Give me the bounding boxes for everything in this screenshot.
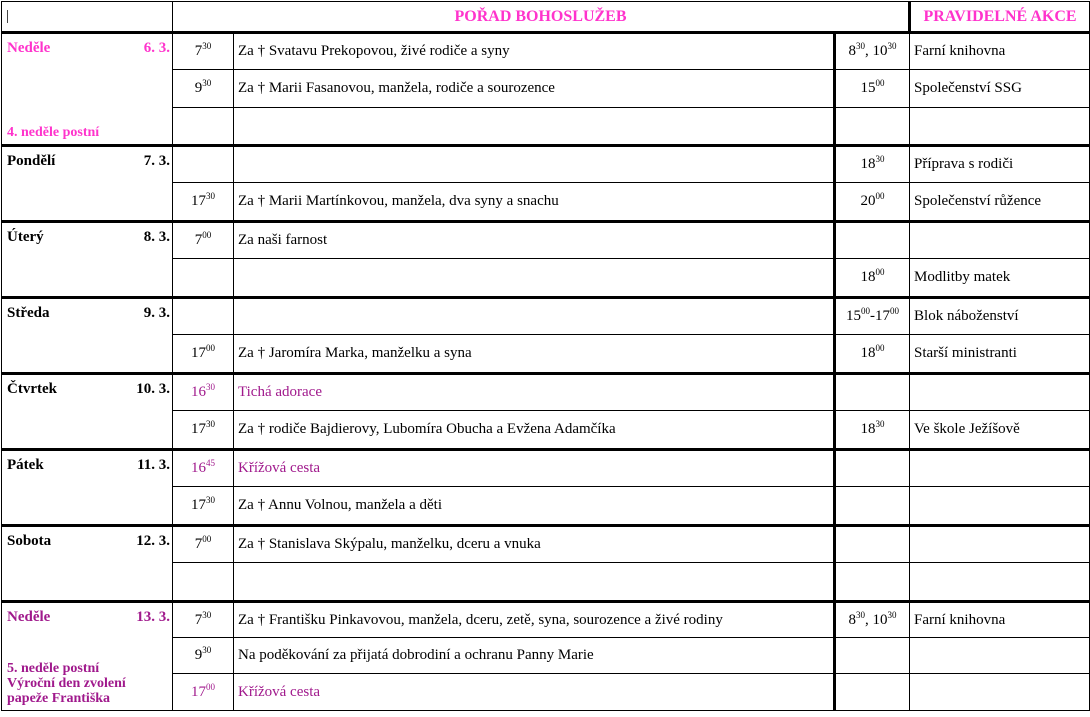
service-time: $17^{30}$ <box>173 487 234 526</box>
event-time: $8^{30}$, $10^{30}$ <box>835 33 910 70</box>
schedule-row <box>2 222 1090 259</box>
event-name: Starší ministranti <box>910 335 1090 374</box>
day-cell <box>2 374 173 450</box>
day-date: 8. 3. <box>143 229 170 245</box>
schedule-row <box>2 374 1090 411</box>
service-intention: Na poděkování za přijatá dobrodiní a ochranu Panny Marie <box>234 638 835 674</box>
day-date: 9. 3. <box>143 305 170 321</box>
event-time <box>835 674 910 711</box>
schedule-row <box>2 450 1090 487</box>
day-name: Neděle <box>7 40 51 56</box>
event-name: Příprava s rodiči <box>910 146 1090 183</box>
service-time <box>173 146 234 183</box>
corner-cell[interactable] <box>2 2 173 33</box>
service-time: $17^{00}$ <box>173 335 234 374</box>
day-date: 6. 3. <box>143 40 170 56</box>
day-date: 10. 3. <box>136 381 170 397</box>
event-name: Ve škole Ježíšově <box>910 411 1090 450</box>
event-name: Blok náboženství <box>910 298 1090 335</box>
event-time <box>835 107 910 145</box>
event-time: $15^{00}$ <box>835 70 910 107</box>
event-name <box>910 222 1090 259</box>
event-time: $18^{00}$ <box>835 259 910 298</box>
event-time: $18^{30}$ <box>835 146 910 183</box>
event-name: Farní knihovna <box>910 602 1090 638</box>
services-header: POŘAD BOHOSLUŽEB <box>173 2 910 33</box>
event-time: $15^{00}-17^{00}$ <box>835 298 910 335</box>
service-time <box>173 298 234 335</box>
service-time: $7^{00}$ <box>173 526 234 563</box>
day-name: Neděle <box>7 609 51 625</box>
event-name <box>910 487 1090 526</box>
day-date: 11. 3. <box>137 457 170 473</box>
day-name: Středa <box>7 305 50 321</box>
event-name <box>910 107 1090 145</box>
service-time <box>173 259 234 298</box>
schedule-row <box>2 602 1090 638</box>
service-intention: Za † Františku Pinkavovou, manžela, dceru, zetě, syna, sourozence a živé rodiny <box>234 602 835 638</box>
service-time: $17^{30}$ <box>173 411 234 450</box>
day-cell <box>2 146 173 222</box>
event-name <box>910 450 1090 487</box>
service-time: $7^{30}$ <box>173 602 234 638</box>
event-time: $18^{30}$ <box>835 411 910 450</box>
event-time <box>835 450 910 487</box>
service-intention <box>234 146 835 183</box>
service-intention: Za † Jaromíra Marka, manželku a syna <box>234 335 835 374</box>
service-intention: Za naši farnost <box>234 222 835 259</box>
service-intention: Křížová cesta <box>234 674 835 711</box>
day-cell <box>2 298 173 374</box>
event-time <box>835 222 910 259</box>
day-name: Pondělí <box>7 153 56 169</box>
day-cell <box>2 450 173 526</box>
day-cell <box>2 602 173 711</box>
service-time: $16^{45}$ <box>173 450 234 487</box>
schedule-row <box>2 146 1090 183</box>
service-time <box>173 563 234 602</box>
schedule-row <box>2 298 1090 335</box>
service-time: $9^{30}$ <box>173 638 234 674</box>
day-cell <box>2 526 173 602</box>
event-name <box>910 526 1090 563</box>
event-time <box>835 487 910 526</box>
event-name <box>910 638 1090 674</box>
service-intention <box>234 107 835 145</box>
service-intention: Za † Annu Volnou, manžela a děti <box>234 487 835 526</box>
day-subtitle: 5. neděle postní Výroční den zvolení papeže Františka <box>7 661 126 706</box>
schedule-row <box>2 33 1090 70</box>
day-date: 7. 3. <box>143 153 170 169</box>
schedule-table <box>1 1 1090 711</box>
service-intention <box>234 298 835 335</box>
day-cell <box>2 33 173 146</box>
service-intention: Za † Svatavu Prekopovou, živé rodiče a syny <box>234 33 835 70</box>
events-header: PRAVIDELNÉ AKCE <box>910 2 1090 33</box>
schedule-row <box>2 526 1090 563</box>
service-intention: Křížová cesta <box>234 450 835 487</box>
text-cursor: | <box>6 8 10 24</box>
event-time <box>835 638 910 674</box>
day-date: 12. 3. <box>136 533 170 549</box>
day-name: Sobota <box>7 533 52 549</box>
event-time: $8^{30}$, $10^{30}$ <box>835 602 910 638</box>
event-name: Společenství SSG <box>910 70 1090 107</box>
service-intention: Za † rodiče Bajdierovy, Lubomíra Obucha a Evžena Adamčíka <box>234 411 835 450</box>
event-name <box>910 674 1090 711</box>
event-time <box>835 374 910 411</box>
event-name: Společenství růžence <box>910 183 1090 222</box>
event-name <box>910 374 1090 411</box>
service-intention: Za † Marii Fasanovou, manžela, rodiče a sourozence <box>234 70 835 107</box>
service-intention <box>234 259 835 298</box>
event-time: $20^{00}$ <box>835 183 910 222</box>
service-time: $9^{30}$ <box>173 70 234 107</box>
day-cell <box>2 222 173 298</box>
event-name: Farní knihovna <box>910 33 1090 70</box>
day-name: Čtvrtek <box>7 381 57 397</box>
service-time: $7^{30}$ <box>173 33 234 70</box>
service-intention <box>234 563 835 602</box>
day-name: Pátek <box>7 457 44 473</box>
service-time: $17^{30}$ <box>173 183 234 222</box>
service-intention: Za † Marii Martínkovou, manžela, dva syny a snachu <box>234 183 835 222</box>
service-time: $16^{30}$ <box>173 374 234 411</box>
service-intention: Za † Stanislava Skýpalu, manželku, dceru a vnuka <box>234 526 835 563</box>
day-subtitle: 4. neděle postní <box>7 125 100 140</box>
event-time <box>835 526 910 563</box>
event-name: Modlitby matek <box>910 259 1090 298</box>
event-time <box>835 563 910 602</box>
service-intention: Tichá adorace <box>234 374 835 411</box>
service-time: $7^{00}$ <box>173 222 234 259</box>
service-time: $17^{00}$ <box>173 674 234 711</box>
day-date: 13. 3. <box>136 609 170 625</box>
service-time <box>173 107 234 145</box>
event-time: $18^{00}$ <box>835 335 910 374</box>
event-name <box>910 563 1090 602</box>
day-name: Úterý <box>7 229 44 245</box>
